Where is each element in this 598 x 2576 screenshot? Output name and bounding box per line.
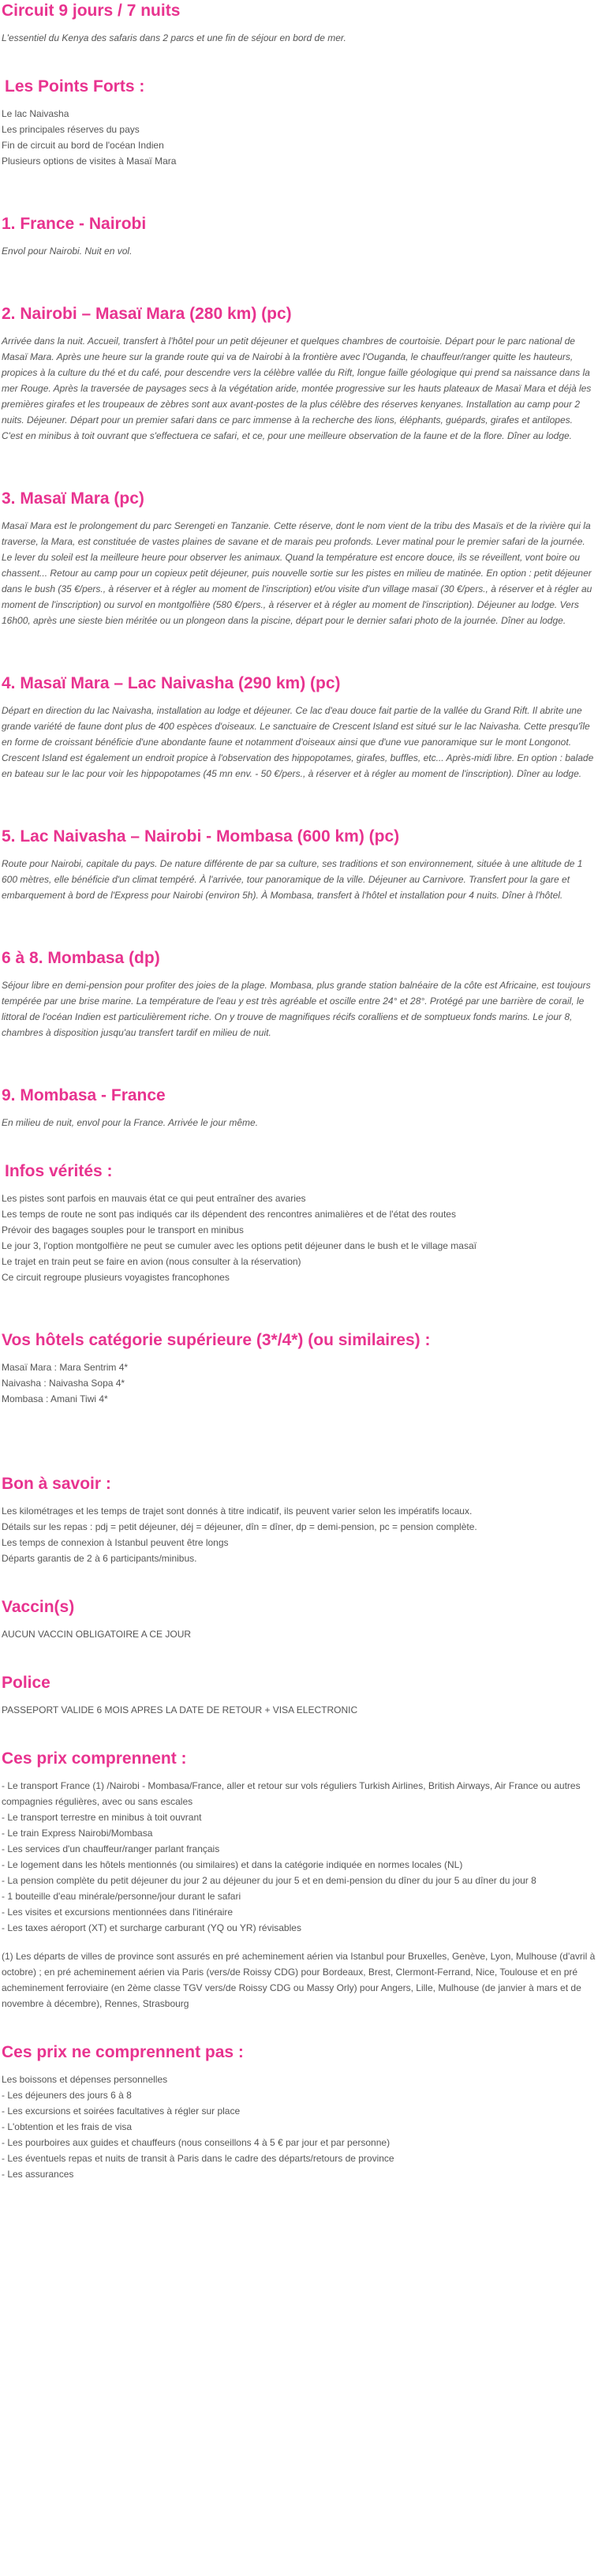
day-3-title: 3. Masaï Mara (pc) xyxy=(2,489,144,508)
info-item: Les pistes sont parfois en mauvais état ce qui peut entraîner des avaries xyxy=(2,1193,306,1204)
day-5-title: 5. Lac Naivasha – Nairobi - Mombasa (600 km) (pc) xyxy=(2,827,400,846)
highlight-item: Fin de circuit au bord de l'océan Indien xyxy=(2,140,164,151)
excluded-item: - Les éventuels repas et nuits de transit à Paris dans le cadre des départs/retours de province xyxy=(2,2153,394,2164)
hotel-item: Naivasha : Naivasha Sopa 4* xyxy=(2,1378,125,1389)
included-title: Ces prix comprennent : xyxy=(2,1749,187,1768)
included-item: - La pension complète du petit déjeuner du jour 2 au déjeuner du jour 5 et en demi-pension du dîner du jour 5 au dîner du jour 8 xyxy=(2,1875,536,1886)
good-to-know-list xyxy=(2,1503,596,1566)
day-9-title: 9. Mombasa - France xyxy=(2,1086,166,1104)
day-9-text: En milieu de nuit, envol pour la France. Arrivée le jour même. xyxy=(2,1117,259,1128)
day-1-text: Envol pour Nairobi. Nuit en vol. xyxy=(2,246,133,257)
hotels-title: Vos hôtels catégorie supérieure (3*/4*) (ou similaires) : xyxy=(2,1331,431,1349)
included-item: - Les taxes aéroport (XT) et surcharge carburant (YQ ou YR) révisables xyxy=(2,1922,301,1933)
highlight-item: Les principales réserves du pays xyxy=(2,124,140,135)
included-list xyxy=(2,1778,596,1936)
day-3-text: Masaï Mara est le prolongement du parc Serengeti en Tanzanie. Cette réserve, dont le nom vient de la tribu des Masaïs et de la rivière qui la traverse, la Mara, est constituée de vastes plaines de savane et de marais peu profonds. Lever matinal pour le premier safari de la journée. Le lever du soleil est la meilleure heure pour observer les animaux. Quand la température est encore douce, ils se réveillent, vont boire ou chassent... Retour au camp pour un copieux petit déjeuner, puis nouvelle sortie sur les pistes en milieu de matinée. En option : petit déjeuner dans le bush (35 €/pers., à réserver et à régler au moment de l'inscription) et/ou visite d'un village masaï (30 €/pers., à réserver et à régler au moment de l'inscription) ou survol en montgolfière (580 €/pers., à réserver et à régler au moment de l'inscription). Déjeuner au lodge. Vers 16h00, après une sieste bien méritée ou un plongeon dans la piscine, départ pour le dernier safari photo de la journée. Dîner au lodge. xyxy=(2,520,592,626)
included-item: - Les services d'un chauffeur/ranger parlant français xyxy=(2,1843,220,1854)
infos-list xyxy=(2,1191,596,1285)
excluded-item: Les boissons et dépenses personnelles xyxy=(2,2074,168,2085)
highlight-item: Le lac Naivasha xyxy=(2,108,69,119)
hotel-item: Mombasa : Amani Tiwi 4* xyxy=(2,1393,108,1404)
excluded-item: - L'obtention et les frais de visa xyxy=(2,2121,133,2132)
hotel-item: Masaï Mara : Mara Sentrim 4* xyxy=(2,1362,129,1373)
day-5-text: Route pour Nairobi, capitale du pays. De nature différente de par sa culture, ses traditions et son environnement, située à une altitude de 1 600 mètres, elle bénéficie d'un climat tempéré. À l'arrivée, tour panoramique de la ville. Déjeuner au Carnivore. Transfert pour la gare et embarquement à bord de l'Express pour Nairobi (environ 5h). À Mombasa, transfert à l'hôtel et installation pour 4 nuits. Dîner à l'hôtel. xyxy=(2,858,583,901)
good-to-know-title: Bon à savoir : xyxy=(2,1475,111,1493)
excluded-item: - Les déjeuners des jours 6 à 8 xyxy=(2,2090,132,2101)
day-4-title: 4. Masaï Mara – Lac Naivasha (290 km) (pc) xyxy=(2,674,341,692)
good-to-know-item: Départs garantis de 2 à 6 participants/minibus. xyxy=(2,1553,197,1564)
info-item: Ce circuit regroupe plusieurs voyagistes francophones xyxy=(2,1272,230,1283)
included-footnote: (1) Les départs de villes de province sont assurés en pré acheminement aérien via Istanbul pour Bruxelles, Genève, Lyon, Mulhouse (d'avril à octobre) ; en pré acheminement aérien via Paris (vers/de Roissy CDG) pour Bordeaux, Brest, Clermont-Ferrand, Nice, Toulouse et en pré acheminement ferroviaire (en 2ème classe TGV vers/de Roissy CDG ou Massy Orly) pour Angers, Lille, Mulhouse (de janvier à mars et de novembre à décembre), Rennes, Strasbourg xyxy=(2,1951,596,2009)
included-item: - Le transport France (1) /Nairobi - Mombasa/France, aller et retour sur vols réguliers Turkish Airlines, British Airways, Air France ou autres compagnies régulières, avec ou sans escales xyxy=(2,1780,581,1807)
good-to-know-item: Les kilométrages et les temps de trajet sont donnés à titre indicatif, ils peuvent varier selon les impératifs locaux. xyxy=(2,1505,473,1517)
day-6-8-text: Séjour libre en demi-pension pour profiter des joies de la plage. Mombasa, plus grande station balnéaire de la côte est Africaine, est toujours tempérée par une brise marine. La température de l'eau y est très agréable et oscille entre 24° et 28°. Protégé par une barrière de corail, le littoral de l'océan Indien est particulièrement riche. On y trouve de magnifiques récifs coralliens et de somptueux fonds marins. Le jour 8, chambres à disposition jusqu'au transfert tardif en milieu de nuit. xyxy=(2,980,591,1038)
info-item: Le trajet en train peut se faire en avion (nous consulter à la réservation) xyxy=(2,1256,301,1267)
excluded-title: Ces prix ne comprennent pas : xyxy=(2,2043,244,2061)
day-4-text: Départ en direction du lac Naivasha, installation au lodge et déjeuner. Ce lac d'eau douce fait partie de la vallée du Grand Rift. Il abrite une grande variété de faune dont plus de 400 espèces d'oiseaux. Le sanctuaire de Crescent Island est situé sur le lac Naivasha. Cette presqu'île en forme de croissant bénéficie d'une abondante faune et notamment d'oiseaux ainsi que d'une vue panoramique sur le mont Longonot. Crescent Island est également un endroit propice à l'observation des hippopotames, girafes, buffles, etc... Après-midi libre. En option : balade en bateau sur le lac pour voir les hippopotames (45 mn env. - 50 €/pers., à réserver et à régler au moment de l'inscription). Dîner au lodge. xyxy=(2,705,594,779)
included-item: - Le train Express Nairobi/Mombasa xyxy=(2,1828,153,1839)
day-2-title: 2. Nairobi – Masaï Mara (280 km) (pc) xyxy=(2,305,292,323)
good-to-know-item: Les temps de connexion à Istanbul peuvent être longs xyxy=(2,1537,229,1548)
vaccines-text: AUCUN VACCIN OBLIGATOIRE A CE JOUR xyxy=(2,1629,192,1640)
trip-subtitle: L'essentiel du Kenya des safaris dans 2 parcs et une fin de séjour en bord de mer. xyxy=(2,32,346,43)
day-6-8-title: 6 à 8. Mombasa (dp) xyxy=(2,949,160,967)
police-title: Police xyxy=(2,1674,50,1692)
good-to-know-item: Détails sur les repas : pdj = petit déjeuner, déj = déjeuner, dîn = dîner, dp = demi-pension, pc = pension complète. xyxy=(2,1521,477,1532)
info-item: Prévoir des bagages souples pour le transport en minibus xyxy=(2,1224,244,1236)
hotels-list xyxy=(2,1359,596,1407)
excluded-item: - Les assurances xyxy=(2,2169,74,2180)
excluded-list xyxy=(2,2072,596,2182)
infos-title: Infos vérités : xyxy=(5,1162,113,1180)
info-item: Les temps de route ne sont pas indiqués car ils dépendent des rencontres animalières et de l'état des routes xyxy=(2,1209,456,1220)
trip-title: Circuit 9 jours / 7 nuits xyxy=(2,2,181,20)
highlight-item: Plusieurs options de visites à Masaï Mara xyxy=(2,156,177,167)
day-2-text: Arrivée dans la nuit. Accueil, transfert à l'hôtel pour un petit déjeuner et quelques chambres de courtoisie. Départ pour le parc national de Masaï Mara. Après une heure sur la grande route qui va de Nairobi à la frontière avec l'Ouganda, le chauffeur/ranger quitte les hauteurs, propices à la culture du thé et du café, pour descendre vers la célèbre vallée du Rift, longue faille géologique qui prend sa naissance dans la mer Rouge. Après la traversée de paysages secs à la végétation aride, montée progressive sur les hauts plateaux de Masaï Mara et déjà les premières girafes et les troupeaux de zèbres sont aux avant-postes de la plus célèbre des réserves kenyanes. Installation au camp pour 2 nuits. Déjeuner. Départ pour un premier safari dans ce parc immense à la recherche des lions, éléphants, guépards, girafes et antilopes. C'est en minibus à toit ouvrant que s'effectuera ce safari, et ce, pour une meilleure observation de la faune et de la flore. Dîner au lodge. xyxy=(2,336,592,441)
excluded-item: - Les pourboires aux guides et chauffeurs (nous conseillons 4 à 5 € par jour et par personne) xyxy=(2,2137,391,2148)
vaccines-title: Vaccin(s) xyxy=(2,1598,75,1616)
info-item: Le jour 3, l'option montgolfière ne peut se cumuler avec les options petit déjeuner dans le bush et le village masaï xyxy=(2,1240,477,1251)
highlights-list xyxy=(2,106,596,169)
included-item: - Les visites et excursions mentionnées dans l'itinéraire xyxy=(2,1907,234,1918)
highlights-title: Les Points Forts : xyxy=(5,77,145,96)
day-1-title: 1. France - Nairobi xyxy=(2,215,147,233)
police-text: PASSEPORT VALIDE 6 MOIS APRES LA DATE DE RETOUR + VISA ELECTRONIC xyxy=(2,1704,358,1715)
included-item: - Le transport terrestre en minibus à toit ouvrant xyxy=(2,1812,202,1823)
included-item: - 1 bouteille d'eau minérale/personne/jour durant le safari xyxy=(2,1891,241,1902)
included-item: - Le logement dans les hôtels mentionnés (ou similaires) et dans la catégorie indiquée en normes locales (NL) xyxy=(2,1859,463,1870)
excluded-item: - Les excursions et soirées facultatives à régler sur place xyxy=(2,2105,241,2117)
